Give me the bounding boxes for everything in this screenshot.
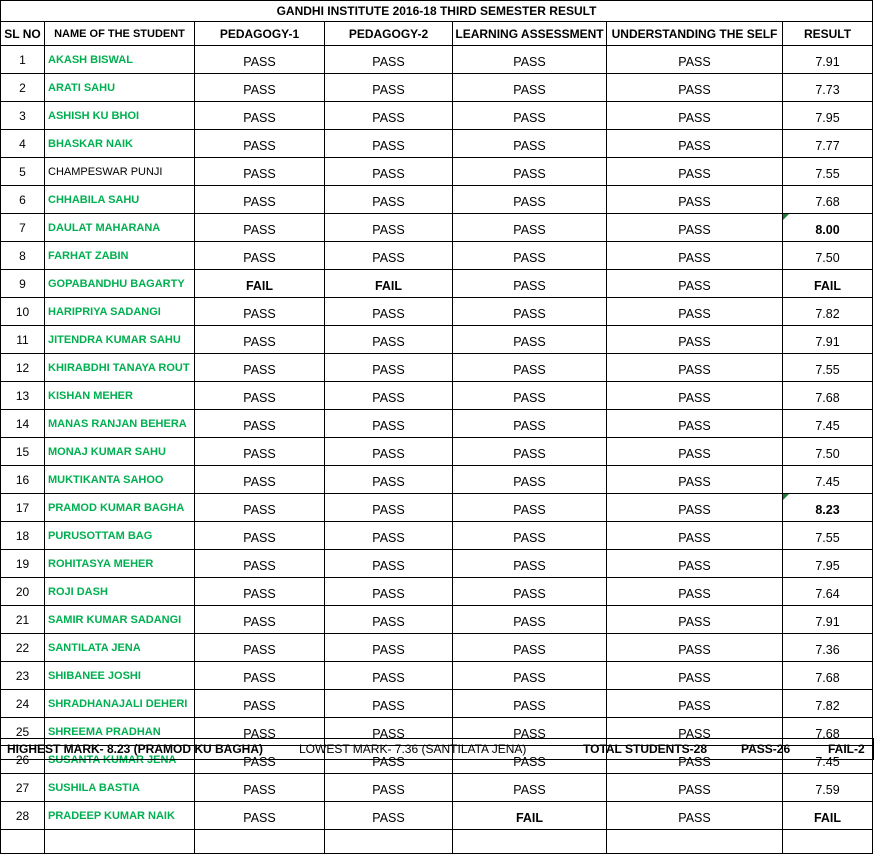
empty-cell[interactable]	[1, 830, 45, 854]
sl-no-cell[interactable]: 9	[1, 270, 45, 298]
result-value: 7.95	[815, 558, 840, 573]
sl-no-cell[interactable]: 15	[1, 438, 45, 466]
student-name-cell[interactable]: CHAMPESWAR PUNJI	[45, 158, 195, 186]
student-name-cell[interactable]: KISHAN MEHER	[45, 382, 195, 410]
pedagogy-2-cell[interactable]: PASS	[325, 186, 453, 214]
pedagogy-2-cell[interactable]: PASS	[325, 774, 453, 802]
empty-cell[interactable]	[45, 830, 195, 854]
understanding-self-cell[interactable]: PASS	[607, 298, 783, 326]
table-row	[1, 242, 873, 270]
understanding-self-cell[interactable]: PASS	[607, 438, 783, 466]
learning-assessment-cell[interactable]: PASS	[453, 522, 607, 550]
learning-assessment-cell[interactable]: PASS	[453, 158, 607, 186]
learning-assessment-cell[interactable]: PASS	[453, 382, 607, 410]
result-value: 7.59	[815, 782, 840, 797]
result-cell[interactable]	[783, 186, 873, 214]
sl-no-cell[interactable]: 1	[1, 46, 45, 74]
student-name-cell[interactable]: KHIRABDHI TANAYA ROUT	[45, 354, 195, 382]
result-cell[interactable]	[783, 46, 873, 74]
learning-assessment-cell[interactable]: PASS	[453, 746, 607, 774]
sl-no-cell[interactable]: 2	[1, 74, 45, 102]
result-cell[interactable]	[783, 550, 873, 578]
pedagogy-2-cell[interactable]: FAIL	[325, 270, 453, 298]
student-name-cell[interactable]: AKASH BISWAL	[45, 46, 195, 74]
pedagogy-1-cell[interactable]: PASS	[195, 46, 325, 74]
result-value: FAIL	[813, 278, 842, 293]
sl-no-cell[interactable]: 27	[1, 774, 45, 802]
pedagogy-1-cell[interactable]: PASS	[195, 578, 325, 606]
result-value: 7.91	[815, 54, 840, 69]
learning-assessment-cell[interactable]: PASS	[453, 186, 607, 214]
student-name-cell[interactable]: MONAJ KUMAR SAHU	[45, 438, 195, 466]
table-row	[1, 494, 873, 522]
result-cell[interactable]	[783, 214, 873, 242]
pedagogy-2-cell[interactable]: PASS	[325, 214, 453, 242]
result-value: 7.73	[815, 82, 840, 97]
pedagogy-1-cell[interactable]: PASS	[195, 410, 325, 438]
student-name-cell[interactable]: HARIPRIYA SADANGI	[45, 298, 195, 326]
header-row	[1, 22, 873, 46]
student-name-cell[interactable]: SUSANTA KUMAR JENA	[45, 746, 195, 774]
understanding-self-cell[interactable]: PASS	[607, 522, 783, 550]
table-row	[1, 774, 873, 802]
pedagogy-1-cell[interactable]: PASS	[195, 242, 325, 270]
pedagogy-2-cell[interactable]: PASS	[325, 578, 453, 606]
table-row	[1, 46, 873, 74]
learning-assessment-cell[interactable]: FAIL	[453, 802, 607, 830]
student-name-cell[interactable]: MANAS RANJAN BEHERA	[45, 410, 195, 438]
highest-mark[interactable]: HIGHEST MARK- 8.23 (PRAMOD KU BAGHA)	[7, 742, 264, 756]
learning-assessment-cell[interactable]: PASS	[453, 774, 607, 802]
sl-no-cell[interactable]: 20	[1, 578, 45, 606]
result-cell[interactable]	[783, 242, 873, 270]
sl-no-cell[interactable]: 26	[1, 746, 45, 774]
pedagogy-2-cell[interactable]: PASS	[325, 410, 453, 438]
result-value: 7.68	[815, 670, 840, 685]
learning-assessment-cell[interactable]: PASS	[453, 102, 607, 130]
result-value: 7.64	[815, 586, 840, 601]
result-cell[interactable]	[783, 690, 873, 718]
table-row	[1, 578, 873, 606]
student-name-cell[interactable]: JITENDRA KUMAR SAHU	[45, 326, 195, 354]
result-cell[interactable]	[783, 130, 873, 158]
student-name-cell[interactable]: ROJI DASH	[45, 578, 195, 606]
sl-no-cell[interactable]: 21	[1, 606, 45, 634]
result-cell[interactable]	[783, 326, 873, 354]
table-row	[1, 270, 873, 298]
pedagogy-2-cell[interactable]: PASS	[325, 46, 453, 74]
pedagogy-2-cell[interactable]: PASS	[325, 746, 453, 774]
fail-count[interactable]: FAIL-2	[828, 742, 865, 756]
result-value: 7.45	[815, 418, 840, 433]
pedagogy-2-cell[interactable]: PASS	[325, 354, 453, 382]
pedagogy-2-cell[interactable]: PASS	[325, 606, 453, 634]
learning-assessment-cell[interactable]: PASS	[453, 326, 607, 354]
header-pedagogy-1[interactable]: PEDAGOGY-1	[195, 22, 325, 46]
understanding-self-cell[interactable]: PASS	[607, 102, 783, 130]
learning-assessment-cell[interactable]: PASS	[453, 662, 607, 690]
pedagogy-1-cell[interactable]: PASS	[195, 774, 325, 802]
result-cell[interactable]	[783, 522, 873, 550]
student-name-cell[interactable]: ASHISH KU BHOI	[45, 102, 195, 130]
student-name-cell[interactable]: FARHAT ZABIN	[45, 242, 195, 270]
student-name-cell[interactable]: BHASKAR NAIK	[45, 130, 195, 158]
student-name-cell[interactable]: MUKTIKANTA SAHOO	[45, 466, 195, 494]
result-cell[interactable]	[783, 382, 873, 410]
result-cell[interactable]	[783, 774, 873, 802]
understanding-self-cell[interactable]: PASS	[607, 214, 783, 242]
pedagogy-2-cell[interactable]: PASS	[325, 130, 453, 158]
table-row	[1, 130, 873, 158]
student-name-cell[interactable]: SHRADHANAJALI DEHERI	[45, 690, 195, 718]
result-value: 7.82	[815, 698, 840, 713]
result-value: 7.36	[815, 642, 840, 657]
table-row	[1, 438, 873, 466]
pedagogy-1-cell[interactable]: PASS	[195, 522, 325, 550]
result-value: 7.50	[815, 250, 840, 265]
pedagogy-1-cell[interactable]: PASS	[195, 102, 325, 130]
table-row	[1, 354, 873, 382]
result-value: 7.91	[815, 334, 840, 349]
result-cell[interactable]	[783, 438, 873, 466]
understanding-self-cell[interactable]: PASS	[607, 382, 783, 410]
table-row	[1, 74, 873, 102]
pedagogy-1-cell[interactable]: PASS	[195, 494, 325, 522]
learning-assessment-cell[interactable]: PASS	[453, 298, 607, 326]
result-value: 7.45	[815, 754, 840, 769]
understanding-self-cell[interactable]: PASS	[607, 410, 783, 438]
table-row	[1, 214, 873, 242]
student-name-cell[interactable]: ARATI SAHU	[45, 74, 195, 102]
title-row	[1, 1, 873, 22]
learning-assessment-cell[interactable]: PASS	[453, 130, 607, 158]
table-row	[1, 550, 873, 578]
pedagogy-2-cell[interactable]: PASS	[325, 382, 453, 410]
student-name-cell[interactable]: CHHABILA SAHU	[45, 186, 195, 214]
sl-no-cell[interactable]: 11	[1, 326, 45, 354]
learning-assessment-cell[interactable]: PASS	[453, 214, 607, 242]
student-name-cell[interactable]: SANTILATA JENA	[45, 634, 195, 662]
lowest-mark[interactable]: LOWEST MARK- 7.36 (SANTILATA JENA)	[299, 742, 527, 756]
pedagogy-1-cell[interactable]: PASS	[195, 606, 325, 634]
pedagogy-1-cell[interactable]: PASS	[195, 746, 325, 774]
pedagogy-1-cell[interactable]: PASS	[195, 130, 325, 158]
result-cell[interactable]	[783, 466, 873, 494]
understanding-self-cell[interactable]: PASS	[607, 74, 783, 102]
sl-no-cell[interactable]: 4	[1, 130, 45, 158]
result-value: 7.68	[815, 194, 840, 209]
pass-count[interactable]: PASS-26	[741, 742, 791, 756]
pedagogy-2-cell[interactable]: PASS	[325, 718, 453, 746]
student-name-cell[interactable]: SAMIR KUMAR SADANGI	[45, 606, 195, 634]
understanding-self-cell[interactable]: PASS	[607, 550, 783, 578]
table-row	[1, 158, 873, 186]
pedagogy-2-cell[interactable]: PASS	[325, 326, 453, 354]
pedagogy-1-cell[interactable]: PASS	[195, 186, 325, 214]
empty-cell[interactable]	[195, 830, 325, 854]
header-pedagogy-2[interactable]: PEDAGOGY-2	[325, 22, 453, 46]
sl-no-cell[interactable]: 10	[1, 298, 45, 326]
student-name-cell[interactable]: SHREEMA PRADHAN	[45, 718, 195, 746]
pedagogy-1-cell[interactable]: FAIL	[195, 270, 325, 298]
sl-no-cell[interactable]: 14	[1, 410, 45, 438]
understanding-self-cell[interactable]: PASS	[607, 130, 783, 158]
learning-assessment-cell[interactable]: PASS	[453, 578, 607, 606]
pedagogy-2-cell[interactable]: PASS	[325, 802, 453, 830]
pedagogy-1-cell[interactable]: PASS	[195, 214, 325, 242]
result-cell[interactable]	[783, 354, 873, 382]
result-cell[interactable]	[783, 270, 873, 298]
result-cell[interactable]	[783, 494, 873, 522]
student-name-cell[interactable]: PRADEEP KUMAR NAIK	[45, 802, 195, 830]
result-value: 7.68	[815, 390, 840, 405]
sl-no-cell[interactable]: 23	[1, 662, 45, 690]
pedagogy-1-cell[interactable]: PASS	[195, 634, 325, 662]
sl-no-cell[interactable]: 16	[1, 466, 45, 494]
sl-no-cell[interactable]: 18	[1, 522, 45, 550]
table-row	[1, 102, 873, 130]
pedagogy-1-cell[interactable]: PASS	[195, 718, 325, 746]
pedagogy-2-cell[interactable]: PASS	[325, 522, 453, 550]
understanding-self-cell[interactable]: PASS	[607, 326, 783, 354]
sl-no-cell[interactable]: 3	[1, 102, 45, 130]
learning-assessment-cell[interactable]: PASS	[453, 634, 607, 662]
result-cell[interactable]	[783, 410, 873, 438]
student-name-cell[interactable]: ROHITASYA MEHER	[45, 550, 195, 578]
student-name-cell[interactable]: SHIBANEE JOSHI	[45, 662, 195, 690]
sheet-title[interactable]: GANDHI INSTITUTE 2016-18 THIRD SEMESTER RESULT	[1, 1, 873, 22]
pedagogy-1-cell[interactable]: PASS	[195, 74, 325, 102]
understanding-self-cell[interactable]: PASS	[607, 606, 783, 634]
result-cell[interactable]	[783, 606, 873, 634]
pedagogy-1-cell[interactable]: PASS	[195, 382, 325, 410]
total-students[interactable]: TOTAL STUDENTS-28	[583, 742, 708, 756]
understanding-self-cell[interactable]: PASS	[607, 774, 783, 802]
header-student-name[interactable]: NAME OF THE STUDENT	[45, 22, 195, 46]
sl-no-cell[interactable]: 19	[1, 550, 45, 578]
sl-no-cell[interactable]: 6	[1, 186, 45, 214]
header-learning-assessment[interactable]: LEARNING ASSESSMENT	[453, 22, 607, 46]
empty-cell[interactable]	[325, 830, 453, 854]
pedagogy-2-cell[interactable]: PASS	[325, 74, 453, 102]
table-row	[1, 606, 873, 634]
learning-assessment-cell[interactable]: PASS	[453, 466, 607, 494]
result-cell[interactable]	[783, 578, 873, 606]
header-sl-no[interactable]: SL NO	[1, 22, 45, 46]
sl-no-cell[interactable]: 25	[1, 718, 45, 746]
header-understanding-self[interactable]: UNDERSTANDING THE SELF	[607, 22, 783, 46]
result-value: 8.00	[815, 222, 840, 237]
pedagogy-1-cell[interactable]: PASS	[195, 802, 325, 830]
result-value: 7.91	[815, 614, 840, 629]
understanding-self-cell[interactable]: PASS	[607, 46, 783, 74]
pedagogy-1-cell[interactable]: PASS	[195, 158, 325, 186]
understanding-self-cell[interactable]: PASS	[607, 634, 783, 662]
sl-no-cell[interactable]: 28	[1, 802, 45, 830]
learning-assessment-cell[interactable]: PASS	[453, 242, 607, 270]
empty-cell[interactable]	[453, 830, 607, 854]
pedagogy-1-cell[interactable]: PASS	[195, 662, 325, 690]
pedagogy-2-cell[interactable]: PASS	[325, 550, 453, 578]
pedagogy-2-cell[interactable]: PASS	[325, 690, 453, 718]
student-name-cell[interactable]: GOPABANDHU BAGARTY	[45, 270, 195, 298]
table-row	[1, 466, 873, 494]
result-value: 7.77	[815, 138, 840, 153]
pedagogy-2-cell[interactable]: PASS	[325, 494, 453, 522]
sl-no-cell[interactable]: 12	[1, 354, 45, 382]
sl-no-cell[interactable]: 5	[1, 158, 45, 186]
student-name-cell[interactable]: PURUSOTTAM BAG	[45, 522, 195, 550]
understanding-self-cell[interactable]: PASS	[607, 354, 783, 382]
pedagogy-1-cell[interactable]: PASS	[195, 690, 325, 718]
header-result[interactable]: RESULT	[783, 22, 873, 46]
pedagogy-2-cell[interactable]: PASS	[325, 466, 453, 494]
learning-assessment-cell[interactable]: PASS	[453, 494, 607, 522]
empty-cell[interactable]	[607, 830, 783, 854]
cell-note-marker	[783, 494, 789, 500]
understanding-self-cell[interactable]: PASS	[607, 746, 783, 774]
table-row	[1, 382, 873, 410]
sl-no-cell[interactable]: 22	[1, 634, 45, 662]
understanding-self-cell[interactable]: PASS	[607, 270, 783, 298]
learning-assessment-cell[interactable]: PASS	[453, 410, 607, 438]
sl-no-cell[interactable]: 13	[1, 382, 45, 410]
understanding-self-cell[interactable]: PASS	[607, 186, 783, 214]
table-row	[1, 186, 873, 214]
result-value: 7.45	[815, 474, 840, 489]
result-cell[interactable]	[783, 158, 873, 186]
table-row	[1, 298, 873, 326]
summary-footer	[0, 738, 874, 760]
cell-note-marker	[783, 214, 789, 220]
understanding-self-cell[interactable]: PASS	[607, 662, 783, 690]
result-cell[interactable]	[783, 74, 873, 102]
learning-assessment-cell[interactable]: PASS	[453, 690, 607, 718]
student-name-cell[interactable]: SUSHILA BASTIA	[45, 774, 195, 802]
understanding-self-cell[interactable]: PASS	[607, 466, 783, 494]
sl-no-cell[interactable]: 8	[1, 242, 45, 270]
empty-cell[interactable]	[783, 830, 873, 854]
understanding-self-cell[interactable]: PASS	[607, 718, 783, 746]
learning-assessment-cell[interactable]: PASS	[453, 354, 607, 382]
pedagogy-1-cell[interactable]: PASS	[195, 466, 325, 494]
student-name-cell[interactable]: DAULAT MAHARANA	[45, 214, 195, 242]
pedagogy-2-cell[interactable]: PASS	[325, 242, 453, 270]
result-cell[interactable]	[783, 102, 873, 130]
learning-assessment-cell[interactable]: PASS	[453, 46, 607, 74]
pedagogy-2-cell[interactable]: PASS	[325, 662, 453, 690]
empty-row	[1, 830, 873, 854]
result-value: 7.50	[815, 446, 840, 461]
learning-assessment-cell[interactable]: PASS	[453, 606, 607, 634]
learning-assessment-cell[interactable]: PASS	[453, 270, 607, 298]
pedagogy-1-cell[interactable]: PASS	[195, 550, 325, 578]
understanding-self-cell[interactable]: PASS	[607, 242, 783, 270]
sl-no-cell[interactable]: 24	[1, 690, 45, 718]
table-row	[1, 634, 873, 662]
pedagogy-1-cell[interactable]: PASS	[195, 438, 325, 466]
pedagogy-2-cell[interactable]: PASS	[325, 158, 453, 186]
understanding-self-cell[interactable]: PASS	[607, 578, 783, 606]
result-value: FAIL	[813, 810, 842, 825]
result-value: 8.23	[815, 502, 840, 517]
understanding-self-cell[interactable]: PASS	[607, 158, 783, 186]
result-value: 7.55	[815, 362, 840, 377]
result-cell[interactable]	[783, 802, 873, 830]
table-row	[1, 522, 873, 550]
result-value: 7.82	[815, 306, 840, 321]
table-row	[1, 662, 873, 690]
pedagogy-2-cell[interactable]: PASS	[325, 634, 453, 662]
table-row	[1, 802, 873, 830]
result-value: 7.95	[815, 110, 840, 125]
learning-assessment-cell[interactable]: PASS	[453, 438, 607, 466]
result-value: 7.68	[815, 726, 840, 741]
learning-assessment-cell[interactable]: PASS	[453, 718, 607, 746]
table-row	[1, 326, 873, 354]
understanding-self-cell[interactable]: PASS	[607, 494, 783, 522]
learning-assessment-cell[interactable]: PASS	[453, 74, 607, 102]
pedagogy-1-cell[interactable]: PASS	[195, 326, 325, 354]
pedagogy-2-cell[interactable]: PASS	[325, 102, 453, 130]
pedagogy-2-cell[interactable]: PASS	[325, 298, 453, 326]
understanding-self-cell[interactable]: PASS	[607, 690, 783, 718]
result-value: 7.55	[815, 530, 840, 545]
result-cell[interactable]	[783, 634, 873, 662]
learning-assessment-cell[interactable]: PASS	[453, 550, 607, 578]
sl-no-cell[interactable]: 7	[1, 214, 45, 242]
pedagogy-1-cell[interactable]: PASS	[195, 354, 325, 382]
result-value: 7.55	[815, 166, 840, 181]
result-cell[interactable]	[783, 662, 873, 690]
table-row	[1, 410, 873, 438]
pedagogy-1-cell[interactable]: PASS	[195, 298, 325, 326]
student-name-cell[interactable]: PRAMOD KUMAR BAGHA	[45, 494, 195, 522]
sl-no-cell[interactable]: 17	[1, 494, 45, 522]
understanding-self-cell[interactable]: PASS	[607, 802, 783, 830]
result-cell[interactable]	[783, 298, 873, 326]
table-row	[1, 690, 873, 718]
pedagogy-2-cell[interactable]: PASS	[325, 438, 453, 466]
